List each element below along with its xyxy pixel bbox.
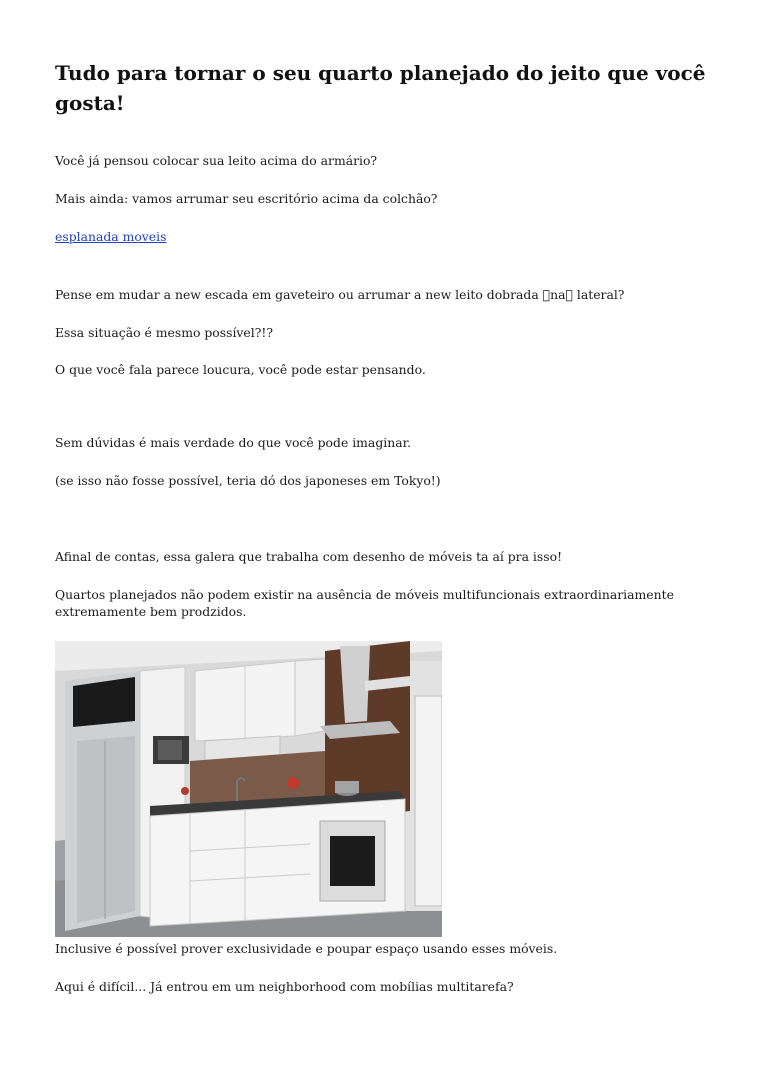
paragraph-9: Quartos planejados não podem existir na ausência de móveis multifuncionais extraordinariamente extremamente bem prodzidos. [55, 587, 674, 619]
paragraph-4: Essa situação é mesmo possível?!? [55, 325, 273, 340]
paragraph-11: Aqui é difícil... Já entrou em um neighborhood com mobílias multitarefa? [55, 979, 514, 994]
paragraph-10: Inclusive é possível prover exclusividade e poupar espaço usando esses móveis. [55, 941, 558, 956]
paragraph-8: Afinal de contas, essa galera que trabalha com desenho de móveis ta aí pra isso! [55, 549, 563, 564]
page-title: Tudo para tornar o seu quarto planejado do jeito que você gosta! [55, 61, 706, 115]
paragraph-link-wrap [55, 228, 166, 245]
paragraph-6: Sem dúvidas é mais verdade do que você pode imaginar. [55, 435, 412, 450]
paragraph-3: Pense em mudar a new escada em gaveteiro ou arrumar a new leito dobrada  na  lateral? [55, 287, 625, 302]
paragraph-2: Mais ainda: vamos arrumar seu escritório acima da colchão? [55, 191, 438, 206]
paragraph-7: (se isso não fosse possível, teria dó dos japoneses em Tokyo!) [55, 473, 441, 488]
paragraph-1: Você já pensou colocar sua leito acima do armário? [55, 153, 378, 168]
paragraph-5: O que você fala parece loucura, você pode estar pensando. [55, 362, 426, 377]
kitchen-image [55, 641, 442, 937]
esplanada-moveis-link[interactable]: esplanada moveis [55, 229, 167, 244]
